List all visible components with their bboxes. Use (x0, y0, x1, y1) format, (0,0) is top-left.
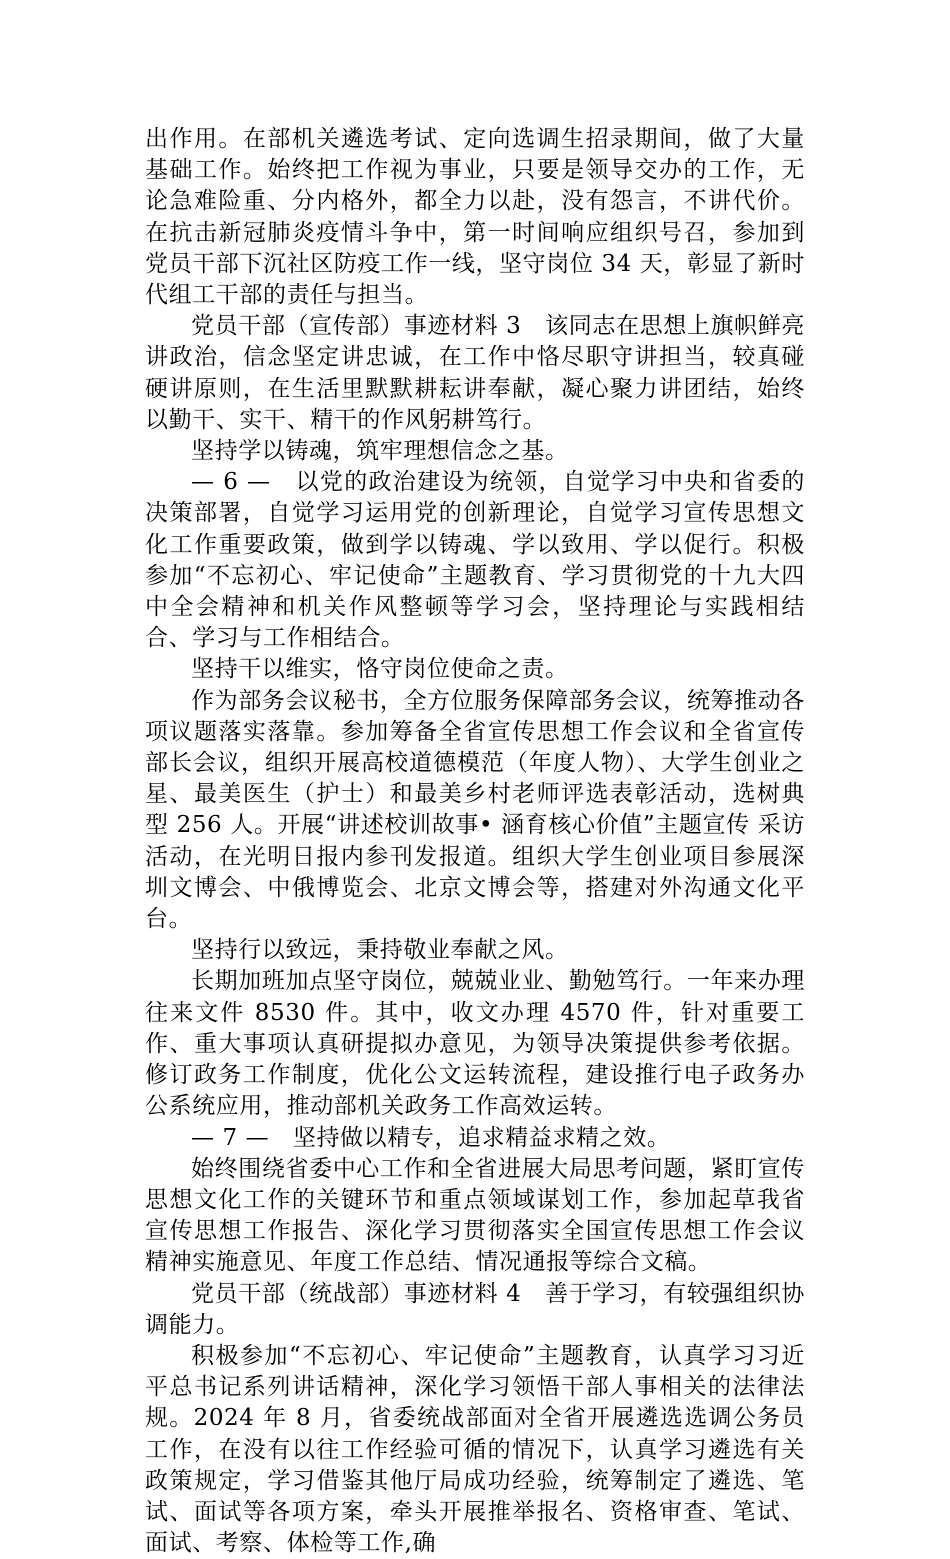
section-heading: 坚持学以铸魂，筑牢理想信念之基。 (191, 438, 569, 465)
section-heading: 坚持行以致远，秉持敬业奉献之风。 (191, 937, 569, 964)
paragraph: 作为部务会议秘书，全方位服务保障部务会议，统筹推动各项议题落实落靠。参加筹备全省宣传思想工作会议和全省宣传部长会议，组织开展高校道德模范（年度人物）、大学生创业之星、最美医生（护士）和最美乡村老师评选表彰活动，选树典型 256 人。开展“讲述校训故事• 涵育核心价值”主题宣传 采访活动，在光明日报内参刊发报道。组织大学生创业项目参展深圳文博会、中俄博览会、北京文博会等，搭建对外沟通文化平台。 (145, 687, 805, 933)
paragraph: 长期加班加点坚守岗位，兢兢业业、勤勉笃行。一年来办理往来文件 8530 件。其中，收文办理 4570 件，针对重要工作、重大事项认真研提拟办意见，为领导决策提供参考依据。修订政务工作制度，优化公文运转流程，建设推行电子政务办公系统应用，推动部机关政务工作高效运转。 (145, 968, 805, 1120)
paragraph: 积极参加“不忘初心、牢记使命”主题教育，认真学习习近平总书记系列讲话精神，深化学习领悟干部人事相关的法律法规。2024 年 8 月，省委统战部面对全省开展遴选选调公务员工作，在没有以往工作经验可循的情况下，认真学习遴选有关政策规定，学习借鉴其他厅局成功经验，统筹制定了遴选、笔试、面试等各项方案，牵头开展推举报名、资格审查、笔试、面试、考察、体检等工作,确 (145, 1342, 805, 1557)
paragraph: — 6 — 以党的政治建设为统领，自觉学习中央和省委的决策部署，自觉学习运用党的创新理论，自觉学习宣传思想文化工作重要政策，做到学以铸魂、学以致用、学以促行。积极参加“不忘初心、牢记使命”主题教育、学习贯彻党的十九大四中全会精神和机关作风整顿等学习会，坚持理论与实践相结合、学习与工作相结合。 (145, 469, 805, 652)
paragraph: 党员干部（统战部）事迹材料 4 善于学习，有较强组织协调能力。 (145, 1280, 805, 1338)
paragraph: 始终围绕省委中心工作和全省进展大局思考问题，紧盯宣传思想文化工作的关键环节和重点领域谋划工作，参加起草我省宣传思想工作报告、深化学习贯彻落实全国宣传思想工作会议精神实施意见、年度工作总结、情况通报等综合文稿。 (145, 1155, 805, 1276)
section-heading: 坚持干以维实，恪守岗位使命之责。 (191, 656, 569, 683)
paragraph: 出作用。在部机关遴选考试、定向选调生招录期间，做了大量基础工作。始终把工作视为事业，只要是领导交办的工作，无论急难险重、分内格外，都全力以赴，没有怨言，不讲代价。在抗击新冠肺炎疫情斗争中，第一时间响应组织号召，参加到党员干部下沉社区防疫工作一线，坚守岗位 34 天，彰显了新时代组工干部的责任与担当。 (145, 126, 805, 309)
section-heading: — 7 — 坚持做以精专，追求精益求精之效。 (191, 1124, 671, 1151)
paragraph: 党员干部（宣传部）事迹材料 3 该同志在思想上旗帜鲜亮讲政治，信念坚定讲忠诚，在工作中恪尽职守讲担当，较真碰硬讲原则，在生活里默默耕耘讲奉献，凝心聚力讲团结，始终以勤干、实干、精干的作风躬耕笃行。 (145, 313, 805, 433)
